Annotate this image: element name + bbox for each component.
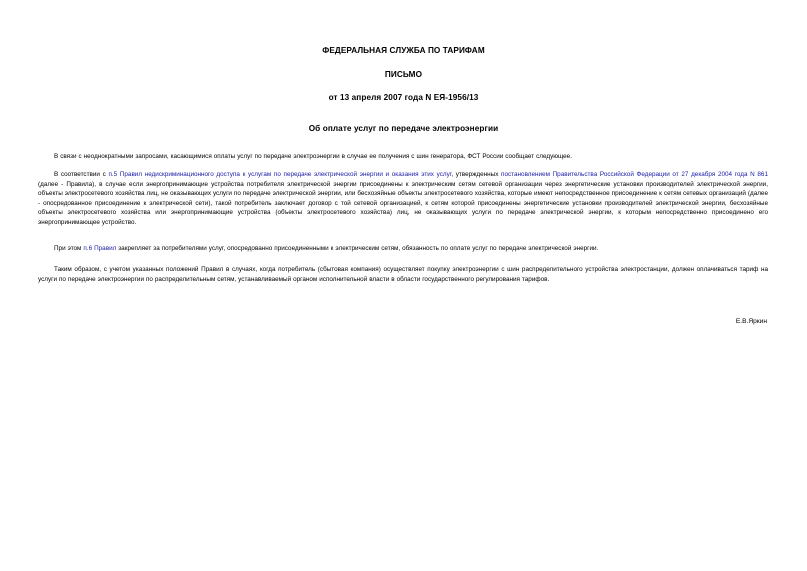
document-subject: Об оплате услуг по передаче электроэнергии (308, 124, 499, 133)
paragraph-4: Таким образом, с учетом указанных положений Правил в случаях, когда потребитель (сбытовая компания) осуществляет покупку электроэнергии с шин распределительного устройства электростанции, должен оплачиваться тариф на услуги по передаче электроэнергии по распределительным сетям, устанавливаемый органом исполнительной власти в области государственного регулирования тарифов. (38, 266, 768, 283)
paragraph-2-text-b: , утвержденных (451, 171, 502, 178)
paragraph-3-text-a: При этом (54, 245, 84, 252)
document-type: ПИСЬМО (384, 70, 423, 79)
paragraph-3 (38, 244, 768, 254)
paragraph-2-text-a: В соответствии с (54, 171, 109, 178)
signature: Е.В.Яркин (735, 318, 767, 325)
paragraph-2 (38, 170, 768, 228)
link-government-decree-861[interactable]: постановлением Правительства Российской Федерации от 27 декабря 2004 года N 861 (501, 171, 768, 178)
paragraph-3-text-b: закрепляет за потребителями услуг, опосредованно присоединенными к электрическим сетям, обязанность по оплате услуг по передаче электрической энергии. (116, 245, 599, 252)
document-date-number: от 13 апреля 2007 года N ЕЯ-1956/13 (328, 93, 479, 102)
agency-title: ФЕДЕРАЛЬНАЯ СЛУЖБА ПО ТАРИФАМ (322, 46, 485, 55)
paragraph-1: В связи с неоднократными запросами, касающимися оплаты услуг по передаче электроэнергии в случае ее получения с шин генератора, ФСТ России сообщает следующее. (54, 153, 572, 160)
paragraph-2-text-c: (далее - Правила), в случае если энергопринимающие устройства потребителя электрической энергии присоединены к электрическим сетям сетевой организации через энергетические установки производителей электрической энергии, объекты электросетевого хозяйства лиц, не оказывающих услуги по передаче электрической энергии, или бесхозяйные объекты электросетевого хозяйства, которые имеют непосредственное присоединение к сетям сетевых организаций (далее - опосредованное присоединение к электрической сети), такой потребитель заключает договор с той сетевой организацией, к сетям которой присоединены энергетические установки производителей электрической энергии, бесхозяйные объекты электросетевого хозяйства или энергопринимающие устройства (объекты электросетевого хозяйства) лиц, не оказывающих услуги по передаче электрической энергии, к которым непосредственно присоединено его энергопринимающее устройство. (38, 180, 768, 226)
link-rules-p5[interactable]: п.5 Правил недискриминационного доступа к услугам по передаче электрической энергии и оказания этих услуг (108, 171, 452, 178)
link-rules-p6[interactable]: п.6 Правил (83, 245, 117, 252)
